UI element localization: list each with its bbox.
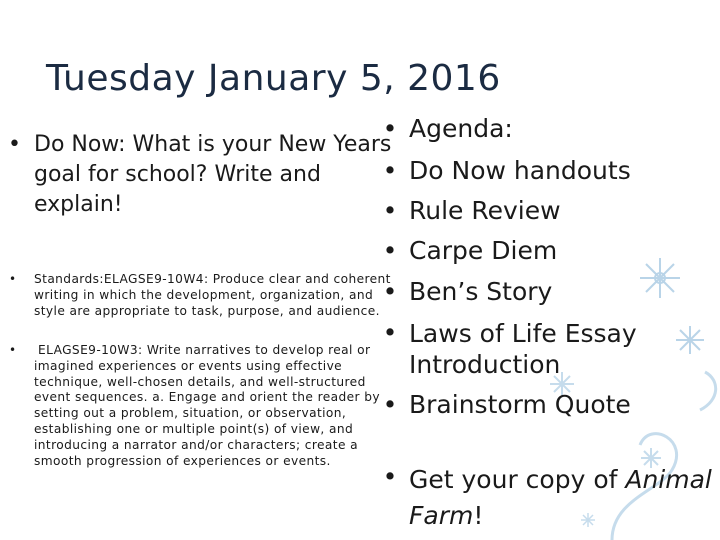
bullet-marker: • xyxy=(382,196,398,225)
book-title: Animal Farm xyxy=(409,465,712,530)
standard-bullet xyxy=(9,272,394,319)
bullet-marker: • xyxy=(382,462,398,491)
bullet-marker: • xyxy=(9,343,17,357)
bullet-marker: • xyxy=(8,132,21,157)
bullet-marker: • xyxy=(382,318,398,347)
bullet-marker: • xyxy=(382,277,398,306)
standard-text: ELAGSE9-10W3: Write narratives to develop real or imagined experiences or events using effective technique, well-chosen details, and well-structured event sequences. a. Engage and orient the reader by setting out a problem, situation, or observation, establishing one or multiple point(s) of view, and introducing a narrator and/or characters; create a smooth progression of experiences or events. xyxy=(34,343,380,468)
agenda-heading-text: Agenda: xyxy=(409,114,513,143)
bullet-marker: • xyxy=(382,390,398,419)
book-suffix: ! xyxy=(473,501,484,530)
bullet-marker: • xyxy=(382,156,398,185)
standard-text: Standards:ELAGSE9-10W4: Produce clear and coherent writing in which the development, organization, and style are appropriate to task, purpose, and audience. xyxy=(34,272,391,318)
bullet-marker: • xyxy=(382,114,398,143)
agenda-item-text: Carpe Diem xyxy=(409,236,558,265)
agenda-item-text: Brainstorm Quote xyxy=(409,390,631,419)
bullet-marker: • xyxy=(9,272,17,286)
do-now-bullet xyxy=(8,130,394,220)
agenda-item-text: Ben’s Story xyxy=(409,277,553,306)
bullet-marker: • xyxy=(382,236,398,265)
book-prefix: Get your copy of xyxy=(409,465,626,494)
slide-title: Tuesday January 5, 2016 xyxy=(46,58,501,99)
agenda-item-text: Do Now handouts xyxy=(409,156,631,185)
standard-bullet xyxy=(9,343,394,469)
agenda-item-text: Rule Review xyxy=(409,196,561,225)
agenda-item-text xyxy=(409,462,720,534)
snowflake-icon xyxy=(640,258,680,298)
do-now-text: Do Now: What is your New Years goal for school? Write and explain! xyxy=(34,132,392,217)
agenda-item-text: Laws of Life Essay Introduction xyxy=(409,319,637,379)
